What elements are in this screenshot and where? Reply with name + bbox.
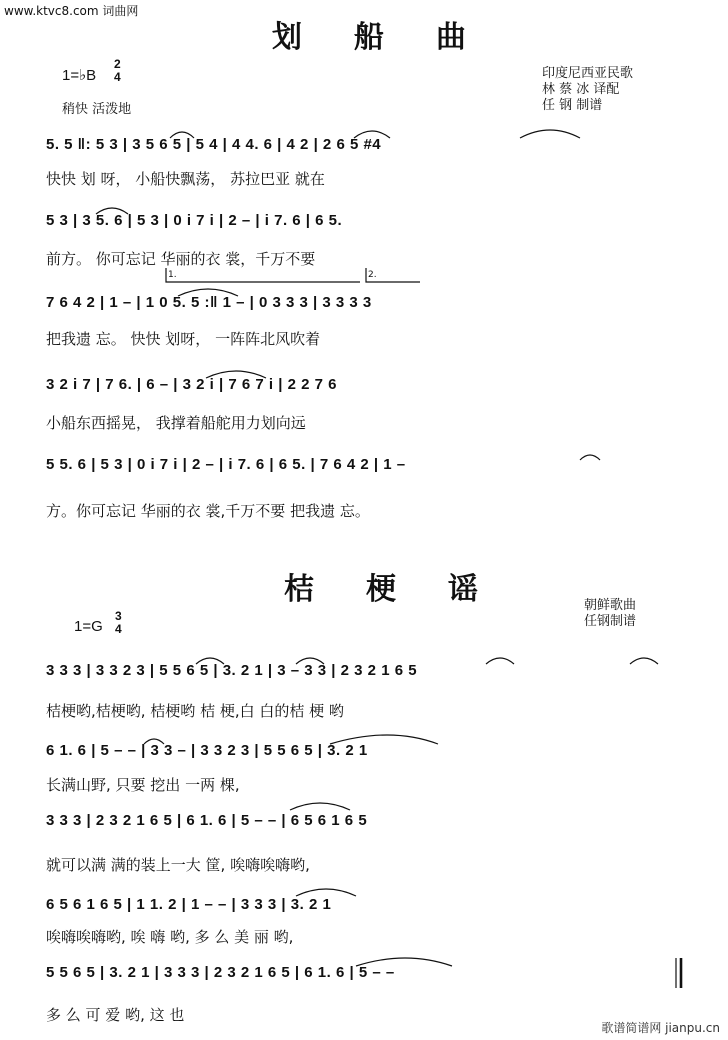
song2-credit-origin: 朝鲜歌曲: [584, 598, 637, 613]
song1-line4-notes: 3 2 i 7 | 7 6. | 6 – | 3 2 i | 7 6 7 i | 2 2 7 6: [46, 376, 337, 393]
song1-credit-arranger: 任 钢 制谱: [542, 98, 603, 113]
song2-time-num: 3: [115, 609, 122, 623]
song1-key-text: 1=♭B: [62, 67, 97, 84]
song2-line5-lyrics: 多 么 可 爱 哟, 这 也: [46, 1006, 185, 1024]
song2-line1-lyrics: 桔梗哟,桔梗哟, 桔梗哟 桔 梗,白 白的桔 梗 哟: [46, 702, 344, 720]
song1-credit-translator: 林 蔡 冰 译配: [542, 82, 620, 97]
song2-line2-notes: 6 1. 6 | 5 – – | 3 3 – | 3 3 2 3 | 5 5 6 5 | 3. 2 1: [46, 742, 368, 759]
song1-time-den: 4: [114, 70, 121, 84]
song1-line2-lyrics: 前方。 你可忘记 华丽的衣 裳，千万不要: [46, 250, 316, 268]
song1-tempo: 稍快 活泼地: [62, 102, 132, 117]
song2-line1-notes: 3 3 3 | 3 3 2 3 | 5 5 6 5 | 3. 2 1 | 3 – 3 3 | 2 3 2 1 6 5: [46, 662, 418, 679]
song2-time-den: 4: [115, 622, 122, 636]
site-label: www.ktvc8.com 词曲网: [4, 4, 139, 18]
song2-line4-notes: 6 5 6 1 6 5 | 1 1. 2 | 1 – – | 3 3 3 | 3. 2 1: [46, 896, 332, 913]
song1-credit-origin: 印度尼西亚民歌: [542, 66, 634, 81]
song1-line5-notes: 5 5. 6 | 5 3 | 0 i 7 i | 2 – | i 7. 6 | 6 5. | 7 6 4 2 | 1 –: [46, 456, 406, 473]
song1-line4-lyrics: 小船东西摇晃， 我撑着船舵用力划向远: [46, 414, 306, 432]
volta-1-label: 1.: [168, 270, 177, 280]
song1-line1-notes: 5. 5 ‖: 5 3 | 3 5 6 5 | 5 4 | 4 4. 6 | 4 2 | 2 6 5 #4: [46, 136, 382, 153]
song2-line2-lyrics: 长满山野, 只要 挖出 一两 棵,: [46, 776, 240, 794]
song2-credit-arranger: 任钢制谱: [584, 614, 637, 629]
song1-line2-notes: 5 3 | 3 5. 6 | 5 3 | 0 i 7 i | 2 – | i 7. 6 | 6 5.: [46, 212, 343, 229]
song2-title: 桔梗谣: [284, 572, 530, 607]
song1-time-num: 2: [114, 57, 121, 71]
song2-key-text: 1=G: [74, 618, 103, 635]
song2-line5-notes: 5 5 6 5 | 3. 2 1 | 3 3 3 | 2 3 2 1 6 5 | 6 1. 6 | 5 – –: [46, 964, 395, 981]
song1-line1-lyrics: 快快 划 呀， 小船快飘荡， 苏拉巴亚 就在: [46, 170, 325, 188]
song1-line3-lyrics: 把我遗 忘。 快快 划呀， 一阵阵北风吹着: [46, 330, 321, 348]
song1-line5-lyrics: 方。你可忘记 华丽的衣 裳,千万不要 把我遗 忘。: [46, 502, 370, 520]
song2-line3-notes: 3 3 3 | 2 3 2 1 6 5 | 6 1. 6 | 5 – – | 6 5 6 1 6 5: [46, 812, 368, 829]
footer-watermark: 歌谱简谱网 jianpu.cn: [601, 1021, 720, 1035]
volta-2-label: 2.: [368, 270, 377, 280]
song1-line3-notes: 7 6 4 2 | 1 – | 1 0 5. 5 :‖ 1 – | 0 3 3 3 | 3 3 3 3: [46, 294, 372, 311]
song2-line4-lyrics: 唉嗨唉嗨哟, 唉 嗨 哟, 多 么 美 丽 哟,: [46, 928, 294, 946]
song2-line3-lyrics: 就可以满 满的装上一大 筐, 唉嗨唉嗨哟,: [46, 856, 310, 874]
song1-title: 划船曲: [272, 20, 518, 55]
